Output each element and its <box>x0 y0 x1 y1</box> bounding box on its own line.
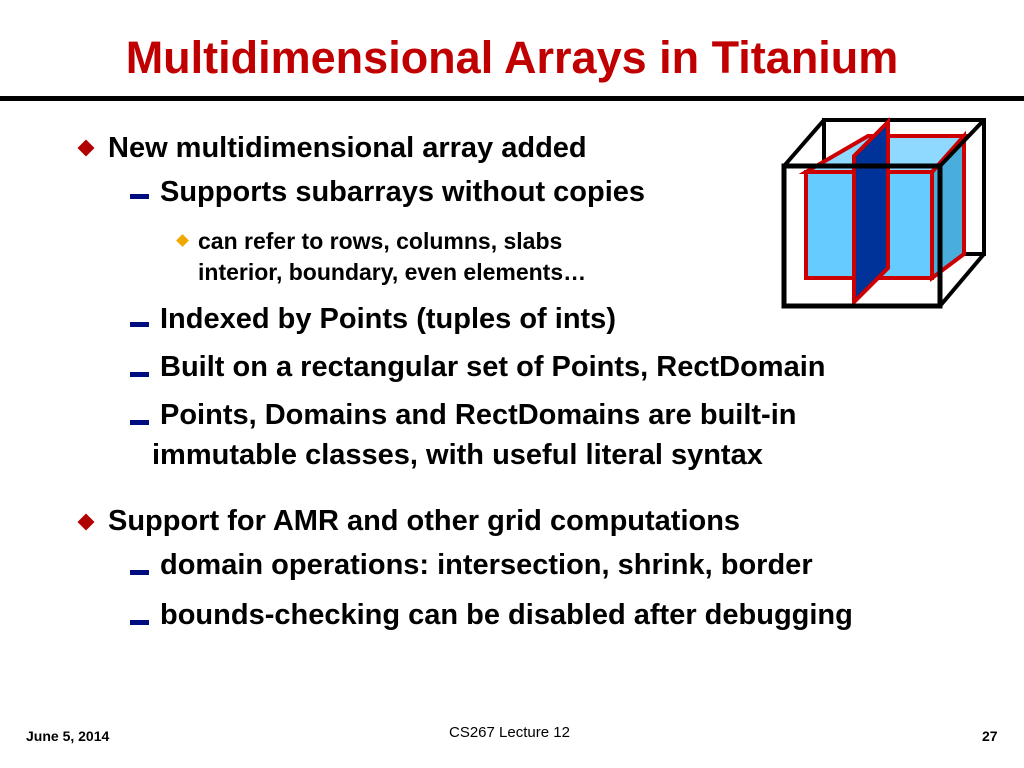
dash-bullet-icon <box>130 322 149 327</box>
footer-course: CS267 Lecture 12 <box>449 724 570 741</box>
sub-bullet-immutable-continuation: immutable classes, with useful literal syntax <box>152 439 763 471</box>
footer-date: June 5, 2014 <box>26 728 110 744</box>
diamond-bullet-icon <box>78 514 95 531</box>
bullet-new-multidimensional-array: New multidimensional array added <box>108 132 587 164</box>
sub-bullet-indexed-by-points: Indexed by Points (tuples of ints) <box>160 303 616 335</box>
dash-bullet-icon <box>130 620 149 625</box>
page-number: 27 <box>982 728 998 744</box>
bullet-amr-support: Support for AMR and other grid computations <box>108 505 741 537</box>
sub-sub-bullet-rows-columns: can refer to rows, columns, slabs <box>198 228 563 254</box>
dash-bullet-icon <box>130 194 149 199</box>
sub-bullet-bounds-checking: bounds-checking can be disabled after debugging <box>160 599 853 631</box>
sub-sub-bullet-continuation: interior, boundary, even elements… <box>198 259 587 285</box>
title-divider <box>0 96 1024 101</box>
sub-bullet-domain-operations: domain operations: intersection, shrink, border <box>160 549 813 581</box>
array-cube-icon <box>780 112 990 312</box>
dash-bullet-icon <box>130 372 149 377</box>
dash-bullet-icon <box>130 420 149 425</box>
diamond-bullet-icon <box>176 234 189 247</box>
sub-bullet-rectdomain: Built on a rectangular set of Points, RectDomain <box>160 351 826 383</box>
diamond-bullet-icon <box>78 140 95 157</box>
sub-bullet-immutable-classes: Points, Domains and RectDomains are built-in <box>160 399 797 431</box>
sub-bullet-subarrays: Supports subarrays without copies <box>160 176 646 208</box>
slide-title: Multidimensional Arrays in Titanium <box>125 32 899 83</box>
dash-bullet-icon <box>130 570 149 575</box>
